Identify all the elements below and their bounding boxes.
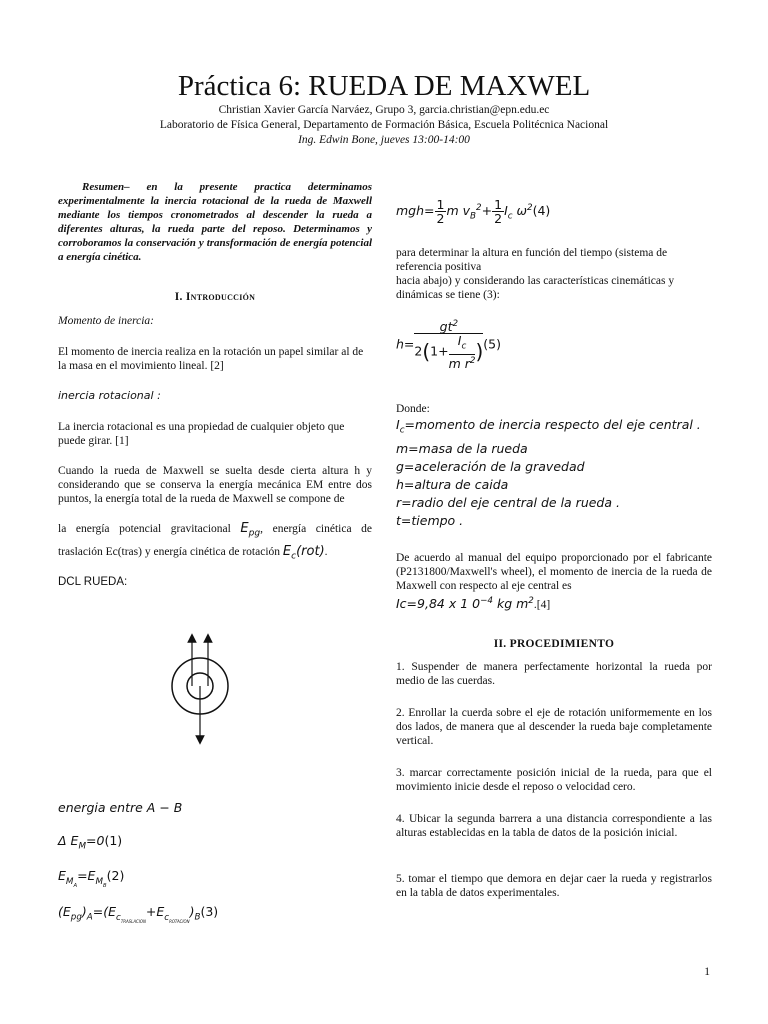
equation-3: $(E_{pg})_A=(E_{c_{TRASLACION}}+E_{c_{ROTACION}})_B(3)$ bbox=[58, 904, 219, 924]
abstract bbox=[58, 180, 372, 264]
dcl-wheel-diagram bbox=[160, 628, 250, 748]
intro-p4a: la energía potencial gravitacional bbox=[58, 523, 241, 535]
height-p1: para determinar la altura en función del tiempo (sistema de referencia positiva bbox=[396, 247, 668, 273]
ic-value: Ic=9,84 x 1 $0^{-4}$ kg $m^2.[4]$ bbox=[396, 596, 551, 612]
intro-heading-text: I. Introducción bbox=[174, 291, 256, 303]
inertia-label: inercia rotacional : bbox=[58, 389, 161, 402]
def-h: h=altura de caida bbox=[396, 476, 509, 492]
page-number: 1 bbox=[704, 966, 710, 978]
paper-title: Práctica 6: RUEDA DE MAXWEL bbox=[177, 70, 591, 102]
dcl-label: DCL RUEDA: bbox=[58, 576, 128, 588]
instructor-line: Ing. Edwin Bone, jueves 13:00-14:00 bbox=[298, 134, 470, 146]
intro-heading bbox=[58, 291, 372, 303]
def-m: m=masa de la rueda bbox=[396, 440, 528, 456]
def-r: r=radio del eje central de la rueda . bbox=[396, 494, 620, 510]
height-paragraph bbox=[396, 246, 712, 302]
ec-rot-symbol: $E_c(rot)$ bbox=[282, 543, 325, 562]
procedure-step-4: 4. Ubicar la segunda barrera a una distancia correspondiente a las alturas establecidas en la tabla de datos de la posición inicial. bbox=[396, 813, 712, 839]
abstract-lead: Resumen– bbox=[82, 181, 130, 193]
affiliation-line: Laboratorio de Física General, Departamento de Formación Básica, Escuela Politécnica Nacional bbox=[159, 119, 609, 131]
intro-paragraph-4: la energía potencial gravitacional $E_{pg}$, energía cinética de traslación Ec(tras) y energía cinética de rotación $E_c(rot)$. bbox=[58, 521, 372, 562]
def-ic: $I_c=momento$ de inercia respecto del eje central . bbox=[396, 417, 701, 436]
definitions-list bbox=[396, 416, 701, 530]
epg-symbol: $E_{pg}$ bbox=[240, 521, 261, 539]
equation-5: h= $gt^2$ 2(1+ $\frac{I_c}{m r^2}$ ) (5) bbox=[396, 319, 502, 371]
author-line: Christian Xavier García Narváez, Grupo 3, garcia.christian@epn.edu.ec bbox=[218, 104, 550, 116]
equation-4: mgh= $\frac{1}{2}$ m $v_B^2+$ $\frac{1}{2}$ $I_c$ $\omega^2(4)$ bbox=[396, 197, 551, 226]
equation-2: $E_{M_A}=E_{M_B}(2)$ bbox=[58, 868, 125, 889]
def-g: g=aceleración de la gravedad bbox=[396, 458, 585, 474]
procedure-step-3: 3. marcar correctamente posición inicial de la rueda, para que el movimiento inicie desde el reposo o velocidad cero. bbox=[396, 767, 712, 793]
intro-paragraph-1: El momento de inercia realiza en la rotación un papel similar al de la masa en el movimiento lineal. [2] bbox=[58, 346, 364, 372]
donde-label: Donde: bbox=[396, 403, 430, 415]
manual-paragraph: De acuerdo al manual del equipo proporcionado por el fabricante (P2131800/Maxwell's wheel), el momento de inercia de la rueda de Maxwell con respecto al eje central es bbox=[396, 552, 712, 592]
procedure-step-1: 1. Suspender de manera perfectamente horizontal la rueda por medio de las cuerdas. bbox=[396, 661, 712, 687]
procedure-step-2: 2. Enrollar la cuerda sobre el eje de rotación uniformemente en los dos lados, de manera que al descender la rueda baje completamente vertical. bbox=[396, 707, 712, 747]
energy-label: energia entre A − B bbox=[58, 800, 183, 815]
intro-paragraph-3: Cuando la rueda de Maxwell se suelta desde cierta altura h y considerando que se conserva la energía mecánica EM entre dos puntos, la energía total de la rueda de Maxwell se compone de bbox=[58, 465, 372, 505]
equation-1: Δ $E_M=0(1)$ bbox=[58, 833, 123, 852]
height-p2: hacia abajo) y considerando las características cinemáticas y dinámicas se tiene (3): bbox=[396, 275, 675, 301]
intro-paragraph-2: La inercia rotacional es una propiedad de cualquier objeto que puede girar. [1] bbox=[58, 421, 345, 447]
moment-label: Momento de inercia: bbox=[58, 315, 155, 327]
def-t: t=tiempo . bbox=[396, 512, 464, 528]
procedure-step-5: 5. tomar el tiempo que demora en dejar caer la rueda y registrarlos en la tabla de datos experimentales. bbox=[396, 873, 712, 899]
abstract-text: en la presente practica determinamos experimentalmente la inercia rotacional de la rueda de Maxwell mediante los tiempos cronometrados al descender la rueda a diferentes alturas, la rueda parte del reposo. Determinamos y corroboramos la conservación y transformación de energía potencial a energía cinética. bbox=[58, 181, 372, 263]
procedure-heading: II. PROCEDIMIENTO bbox=[493, 638, 615, 650]
intro-p4b: , energía cinética de traslación Ec(tras) y energía cinética de rotación bbox=[58, 523, 372, 558]
